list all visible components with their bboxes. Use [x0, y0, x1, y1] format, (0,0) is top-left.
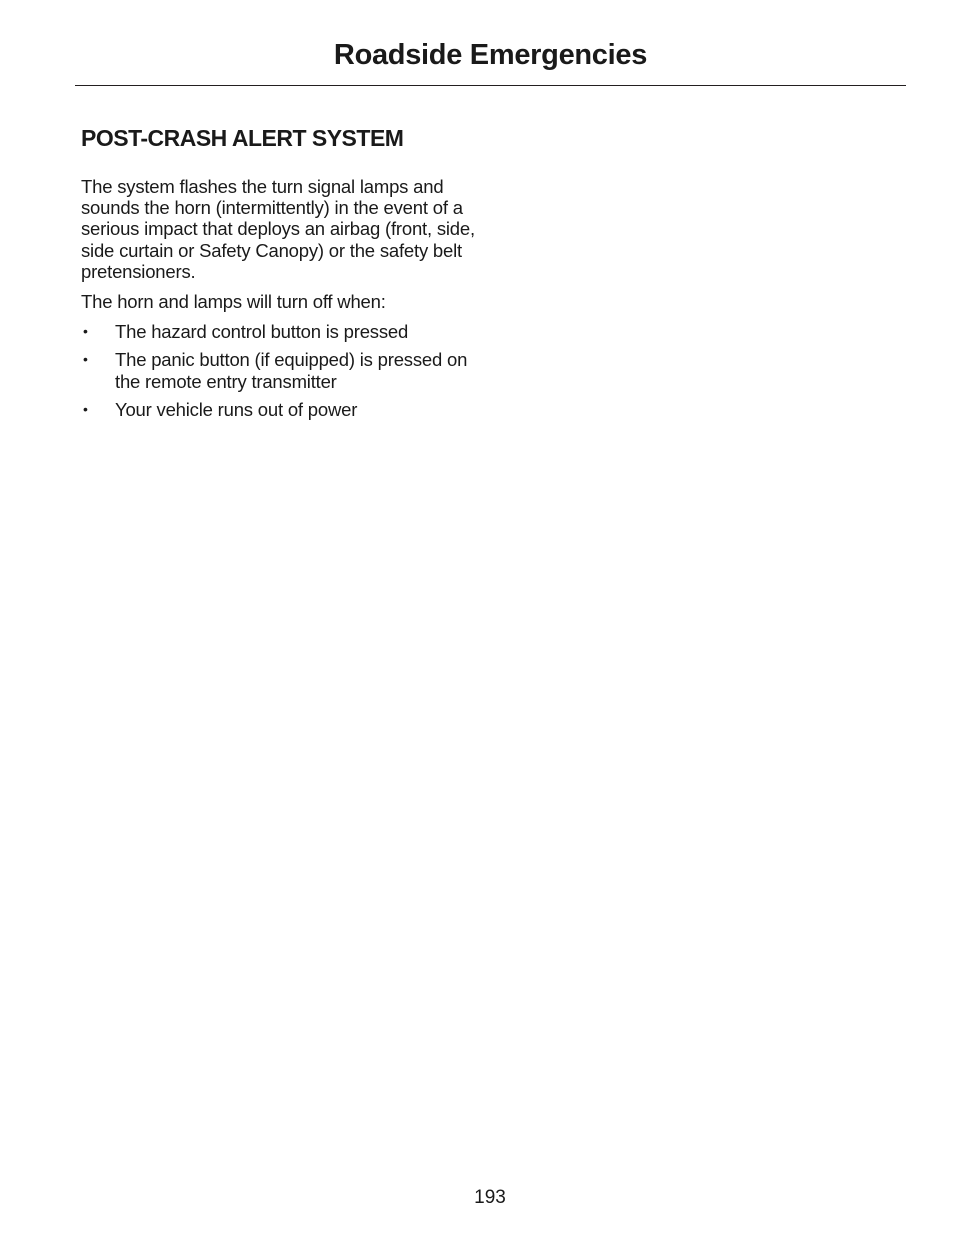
intro-paragraph: The system flashes the turn signal lamps and sounds the horn (intermittently) in the event of a serious impact that deploys an airbag (front, side, side curtain or Safety Canopy) or the safety belt pretensioners.	[81, 176, 475, 282]
conditions-list	[81, 321, 481, 420]
bullet-icon: •	[83, 323, 88, 340]
section-heading: POST-CRASH ALERT SYSTEM	[81, 125, 404, 151]
bullet-icon: •	[83, 351, 88, 368]
page-number: 193	[474, 1187, 506, 1208]
list-item	[81, 321, 481, 342]
list-item	[81, 399, 481, 420]
conditions-paragraph: The horn and lamps will turn off when:	[81, 291, 386, 313]
content-column	[81, 122, 481, 427]
list-item-text: The panic button (if equipped) is pressed on the remote entry transmitter	[115, 349, 468, 392]
list-item-text: Your vehicle runs out of power	[115, 398, 358, 420]
chapter-title: Roadside Emergencies	[333, 39, 648, 71]
bullet-icon: •	[83, 400, 88, 417]
page-header	[75, 0, 906, 86]
list-item-text: The hazard control button is pressed	[115, 321, 409, 343]
list-item	[81, 349, 481, 391]
